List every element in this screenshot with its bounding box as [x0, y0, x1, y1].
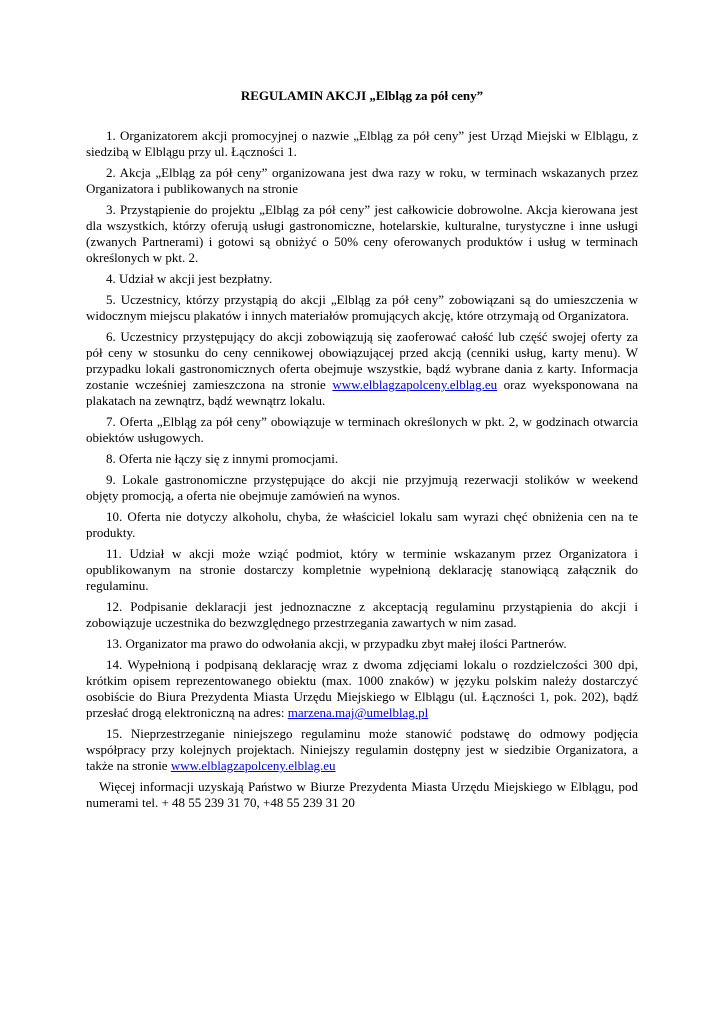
email-link[interactable]: marzena.maj@umelblag.pl [287, 705, 429, 720]
paragraph-5: 5. Uczestnicy, którzy przystąpią do akcji „Elbląg za pół ceny” zobowiązani są do umieszczenia w widocznym miejscu plakatów i innych materiałów promujących akcję, które otrzymają od Organizatora. [86, 292, 638, 323]
paragraph-1: 1. Organizatorem akcji promocyjnej o nazwie „Elbląg za pół ceny” jest Urząd Miejski w Elblągu, z siedzibą w Elblągu przy ul. Łączności 1. [86, 128, 638, 159]
document-title: REGULAMIN AKCJI „Elbląg za pół ceny” [240, 88, 484, 103]
paragraph-8: 8. Oferta nie łączy się z innymi promocjami. [106, 451, 339, 466]
paragraph-9: 9. Lokale gastronomiczne przystępujące do akcji nie przyjmują rezerwacji stolików w weekend objęty promocją, a oferta nie obejmuje zamówień na wynos. [86, 472, 638, 503]
paragraph-2: 2. Akcja „Elbląg za pół ceny” organizowana jest dwa razy w roku, w terminach wskazanych przez Organizatora i publikowanych na stronie [86, 165, 638, 196]
contact-paragraph: Więcej informacji uzyskają Państwo w Biurze Prezydenta Miasta Urzędu Miejskiego w Elblągu, pod numerami tel. + 48 55 239 31 70, +48 55 239 31 20 [86, 779, 638, 810]
paragraph-6-text-end: oraz wyeksponowana na plakatach na zewnątrz, bądź wewnątrz lokalu. [86, 377, 638, 408]
paragraph-10: 10. Oferta nie dotyczy alkoholu, chyba, że właściciel lokalu sam wyrazi chęć obniżenia cen na te produkty. [86, 509, 638, 540]
paragraph-7: 7. Oferta „Elbląg za pół ceny” obowiązuje w terminach określonych w pkt. 2, w godzinach otwarcia obiektów usługowych. [86, 414, 638, 445]
paragraph-4: 4. Udział w akcji jest bezpłatny. [106, 271, 273, 286]
paragraph-14 [86, 657, 638, 721]
paragraph-13: 13. Organizator ma prawo do odwołania akcji, w przypadku zbyt małej ilości Partnerów. [106, 636, 567, 651]
paragraph-11: 11. Udział w akcji może wziąć podmiot, który w terminie wskazanym przez Organizatora i opublikowanym na stronie dostarczy kompletnie wypełnioną deklarację stanowiącą załącznik do regulaminu. [86, 546, 638, 593]
paragraph-12: 12. Podpisanie deklaracji jest jednoznaczne z akceptacją regulaminu przystąpienia do akcji i zobowiązuje uczestnika do bezwzględnego przestrzegania zawartych w nim zasad. [86, 599, 638, 630]
paragraph-14-text: 14. Wypełnioną i podpisaną deklarację wraz z dwoma zdjęciami lokalu o rozdzielczości 300 dpi, krótkim opisem reprezentowanego obiektu (max. 1000 znaków) w języku polskim należy dostarczyć osobiście do Biura Prezydenta Miasta Urzędu Miejskiego w Elblągu (ul. Łączności 1, pok. 202), bądź przesłać drogą elektroniczną na adres: [86, 657, 638, 720]
website-link-2[interactable]: www.elblagzapolceny.elblag.eu [170, 758, 336, 773]
website-link[interactable]: www.elblagzapolceny.elblag.eu [332, 377, 498, 392]
paragraph-6-text: 6. Uczestnicy przystępujący do akcji zobowiązują się zaoferować całość lub część swojej oferty za pół ceny w stosunku do ceny cennikowej obowiązującej przed akcją (cenniki usług, karty menu). W przypadku lokali gastronomicznych oferta obejmuje wszystkie, bądź wybrane dania z karty. Informacja zostanie wcześniej zamieszczona na stronie [86, 329, 638, 392]
document-page [86, 88, 638, 816]
paragraph-15-text: 15. Nieprzestrzeganie niniejszego regulaminu może stanowić podstawę do odmowy podjęcia współpracy przy kolejnych projektach. Niniejszy regulamin dostępny jest w siedzibie Organizatora, a także na stronie [86, 726, 638, 773]
paragraph-3: 3. Przystąpienie do projektu „Elbląg za pół ceny” jest całkowicie dobrowolne. Akcja kierowana jest dla wszystkich, którzy oferują usługi gastronomiczne, hotelarskie, kulturalne, turystyczne i inne usługi (zwanych Partnerami) i gotowi są obniżyć o 50% ceny oferowanych produktów i usług w terminach określonych w pkt. 2. [86, 202, 638, 265]
paragraph-15 [86, 726, 638, 774]
paragraph-6 [86, 329, 638, 409]
